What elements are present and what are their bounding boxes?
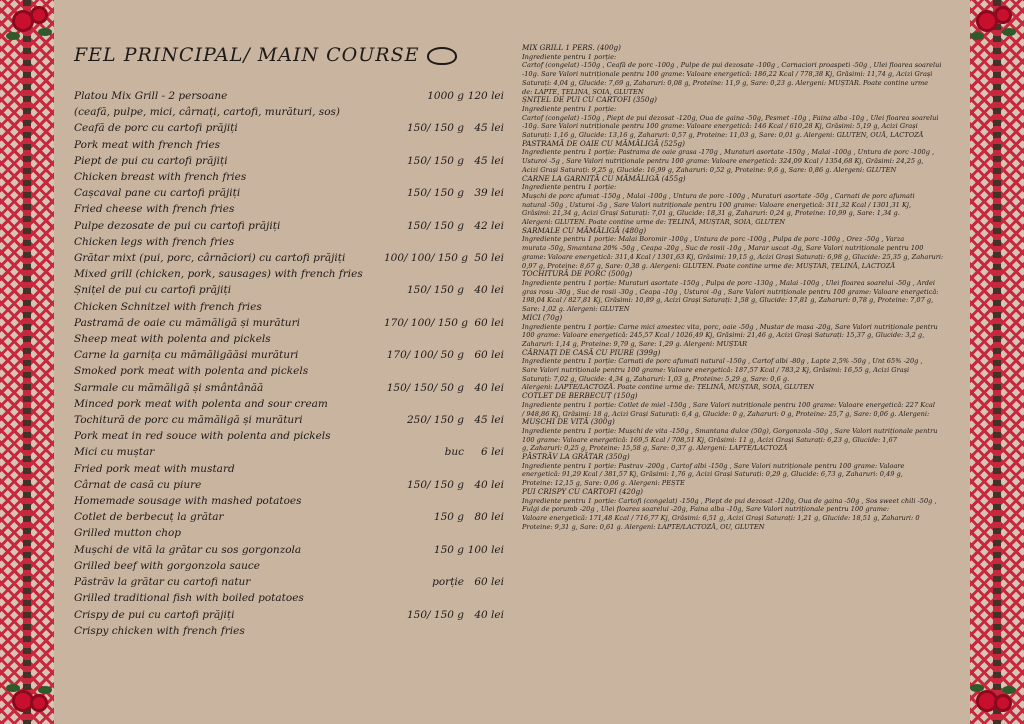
dish-weight: 100/ 100/ 150 g <box>384 252 468 265</box>
detail-line: Ingrediente pentru 1 porție: Malai Boromir -100g , Untura de porc -100g , Pulpa de porc -100g , Orez -50g , Varza <box>522 235 905 244</box>
detail-line: Ingrediente pentru 1 porție: Muraturi asortate -150g , Pulpa de porc -130g , Malai -100g , Ulei floarea soarelui -50g , Ardei <box>522 278 935 287</box>
detail-line: Ingrediente pentru 1 porție: Mușchi de vita -150g , Smantana dulce (50g), Gorgonzola -50g , Sare Valori nutriționale pentru <box>522 426 938 435</box>
dish-price: 45 lei <box>474 122 504 135</box>
dish-price: 60 lei <box>474 576 504 589</box>
menu-list <box>74 44 504 639</box>
dish-price: 40 lei <box>474 478 504 491</box>
rose-ornament-icon <box>968 2 1020 48</box>
dish-weight: 150/ 150 g <box>406 608 464 621</box>
detail-line: Cartof (congelat) -150g , Piept de pui dezosat -120g, Oua de gaina -50g, Pesmet -10g , Faina alba -10g , Ulei floarea soarelui <box>522 113 939 122</box>
dish-name-en: Smoked pork meat with polenta and pickels <box>74 365 309 378</box>
dish-name-ro: Cârnat de casă cu piure <box>74 478 202 491</box>
detail-line: -10g. Sare Valori nutriționale pentru 100 grame: Valoare energetică: 146 Kcal / 610,28 Kj, Grăsimi: 5,19 g, Acizi Grași <box>522 122 918 131</box>
detail-line: Proteine: 9,31 g, Sare: 0,61 g. Alergeni: LAPTE/LACTOZĂ, OU, GLUTEN <box>522 522 765 531</box>
detail-line: Alergeni: LAPTE/LACTOZĂ. Poate contine urme de: ȚELINĂ, MUȘTAR, SOIA, GLUTEN <box>522 383 814 392</box>
detail-title: TOCHITURĂ DE PORC (500g) <box>522 269 633 279</box>
dish-name-ro: Mici cu muștar <box>74 446 155 459</box>
dish-name-ro: Păstrăv la grătar cu cartofi natur <box>74 576 251 589</box>
detail-title: PASTRAMĂ DE OAIE CU MĂMĂLIGĂ (525g) <box>522 138 685 148</box>
dish-weight: buc <box>444 446 464 459</box>
detail-line: Ingrediente pentru 1 porție: Cartofi (congelat) -150g , Piept de pui dezosat -120g, Oua de gaina -50g , Sos sweet chili -50g , <box>522 496 937 505</box>
detail-line: Sare: 1,02 g. Alergeni: GLUTEN <box>522 305 630 314</box>
detail-line: Ingrediente pentru 1 porție: Carnati de porc afumati natural -150g , Cartof albi -80g , Lapte 2,5% -50g , Unt 65% -20g , <box>522 357 923 366</box>
menu-item <box>74 218 504 250</box>
detail-line: Saturați: 4,04 g, Glucide: 7,69 g, Zaharuri: 0,08 g, Proteine: 11,9 g, Sare: 0,23 g. Alergeni: MUȘTAR. Poate contine urme <box>522 78 929 87</box>
dish-price: 100 lei <box>467 543 504 556</box>
rose-ornament-icon <box>968 676 1020 722</box>
dish-weight: 150/ 150 g <box>406 478 464 491</box>
detail-line: Saturați: 1,16 g, Glucide: 13,16 g, Zaharuri: 0,57 g, Proteine: 11,03 g, Sare: 0,01 g. Alergeni: GLUTEN, OUĂ, LACTOZĂ <box>522 131 924 140</box>
nutrition-details <box>522 44 962 531</box>
dish-name-en: Chicken legs with french fries <box>74 235 235 248</box>
plate-icon <box>427 47 457 65</box>
detail-title: PUI CRISPY CU CARTOFI (420g) <box>522 486 643 496</box>
dish-name-ro: Pulpe dezosate de pui cu cartofi prăjiți <box>74 219 281 232</box>
detail-line: Proteine: 12,15 g, Sare: 0,06 g. Alergeni: PEȘTE <box>522 479 685 488</box>
dish-price: 60 lei <box>474 316 504 329</box>
dish-weight: 150/ 150/ 50 g <box>386 381 464 394</box>
detail-line: 100 grame: Valoare energetică: 245,57 Kcal / 1026,49 Kj, Grăsimi: 21,46 g, Acizi Grași Saturați: 15,37 g, Glucide: 3,2 g, <box>522 331 925 340</box>
folk-border-right <box>970 0 1024 724</box>
detail-line: Fulgi de porumb -20g , Ulei floarea soarelui -20g, Faina alba -10g, Sare Valori nutriționale pentru 100 grame: <box>522 505 890 514</box>
detail-title: ȘNIȚEL DE PUI CU CARTOFI (350g) <box>522 95 657 105</box>
dish-price: 120 lei <box>467 90 504 102</box>
menu-item <box>74 477 504 509</box>
detail-title: PĂSTRĂV LA GRĂTAR (350g) <box>522 452 630 462</box>
rose-ornament-icon <box>4 676 56 722</box>
detail-title: MICI (70g) <box>522 312 563 322</box>
dish-weight: 170/ 100/ 50 g <box>386 349 464 362</box>
menu-item <box>74 185 504 217</box>
menu-item <box>74 607 504 639</box>
menu-item <box>74 542 504 574</box>
detail-line: Zaharuri: 1,14 g, Proteine: 9,79 g, Sare: 1,29 g. Alergeni: MUȘTAR <box>522 339 748 348</box>
detail-line: de: LAPTE, ȚELINA, SOIA, GLUTEN <box>522 87 644 96</box>
detail-line: Ingrediente pentru 1 porție: Pastrav -200g , Cartof albi -150g , Sare Valori nutriționale pentru 100 grame: Valoare <box>522 461 905 470</box>
menu-item <box>74 88 504 120</box>
dish-weight: 150/ 150 g <box>406 187 464 200</box>
rose-ornament-icon <box>4 2 56 48</box>
detail-line: -10g. Sare Valori nutriționale pentru 100 grame: Valoare energetică: 186,22 Kcal / 778,38 Kj, Grăsimi: 11,74 g, Acizi Grași <box>522 70 933 79</box>
detail-line: Usturoi -5g , Sare Valori nutriționale pentru 100 grame: Valoare energetică: 324,09 Kcal / 1354,68 Kj, Grăsimi: 24,25 g, <box>522 157 924 166</box>
dish-name-en: Fried pork meat with mustard <box>74 462 235 475</box>
dish-price: 42 lei <box>474 219 504 232</box>
dish-name-en: Chicken breast with french fries <box>74 171 247 184</box>
menu-item <box>74 509 504 541</box>
detail-line: murata -50g, Smantana 20% -50g , Ceapa -20g , Suc de rosii -10g , Marar uscat -0g, Sare Valori nutriționale pentru 100 <box>522 244 924 253</box>
detail-line: Alergeni: GLUTEN. Poate contine urme de: ȚELINĂ, MUȘTAR, SOIA, GLUTEN <box>522 218 786 227</box>
detail-line: Ingrediente pentru 1 porție: <box>522 52 617 61</box>
dish-price: 39 lei <box>474 187 504 200</box>
detail-line: 198,04 Kcal / 827,81 Kj, Grăsimi: 10,89 g, Acizi Grași Saturați: 1,58 g, Glucide: 17,81 g, Zaharuri: 0,78 g, Proteine: 7,07 g, <box>522 296 934 305</box>
detail-title: COTLET DE BERBECUȚ (150g) <box>522 391 638 401</box>
dish-name-en: Crispy chicken with french fries <box>74 624 245 637</box>
dish-name-ro: Cașcaval pane cu cartofi prăjiți <box>74 187 241 200</box>
menu-item <box>74 574 504 606</box>
dish-name-ro: Piept de pui cu cartofi prăjiți <box>74 154 228 167</box>
dish-price: 40 lei <box>474 381 504 394</box>
detail-line: 100 grame: Valoare energetică: 169,5 Kcal / 708,51 Kj, Grăsimi: 11 g, Acizi Grași Saturați: 6,23 g, Glucide: 1,67 <box>522 435 897 444</box>
detail-line: Mușchi de porc afumat -150g , Malai -100g , Untura de porc -100g , Muraturi asortate -50g , Carnati de porc afumati <box>522 191 915 200</box>
dish-name-ro: Grătar mixt (pui, porc, cârnăciori) cu cartofi prăjiți <box>74 252 346 265</box>
detail-line: natural -50g , Usturoi -5g , Sare Valori nutriționale pentru 100 grame: Valoare energetică: 311,32 Kcal / 1301,31 Kj, <box>522 200 912 209</box>
dish-name-en: Grilled traditional fish with boiled potatoes <box>74 592 304 605</box>
menu-item <box>74 380 504 412</box>
dish-name-ro: Cotlet de berbecuț la grătar <box>74 511 224 524</box>
detail-line: Acizi Grași Saturați: 9,25 g, Glucide: 16,99 g, Zaharuri: 0,52 g, Proteine: 9,6 g, Sare: 0,86 g. Alergeni: GLUTEN <box>522 165 897 174</box>
detail-line: / 948,86 Kj, Grăsimi: 18 g, Acizi Grași Saturați: 6,4 g, Glucide: 0 g, Zaharuri: 0 g, Proteine: 25,7 g, Sare: 0,06 g. Alergeni: <box>522 409 930 418</box>
detail-line: Sare Valori nutriționale pentru 100 grame: Valoare energetică: 187,57 Kcal / 783,2 Kj, Grăsimi: 16,55 g, Acizi Grași <box>522 366 910 375</box>
detail-line: Grăsimi: 21,34 g, Acizi Grași Saturați: 7,01 g, Glucide: 18,31 g, Zaharuri: 0,24 g, Proteine: 10,99 g, Sare: 1,34 g. <box>522 209 900 218</box>
detail-line: Ingrediente pentru 1 porție: Carne mici amestec vita, porc, oaie -50g , Mustar de masa -20g, Sare Valori nutriționale pentru <box>522 322 938 331</box>
menu-item <box>74 412 504 444</box>
menu-item <box>74 347 504 379</box>
dish-weight: 150/ 150 g <box>406 122 464 135</box>
menu-item <box>74 153 504 185</box>
dish-price: 40 lei <box>474 284 504 297</box>
detail-line: Ingrediente pentru 1 porție: <box>522 183 617 192</box>
detail-line: g, Zaharuri: 0,25 g, Proteine: 15,58 g, Sare: 0,37 g. Alergeni: LAPTE/LACTOZĂ <box>522 444 788 453</box>
dish-name-en: Mixed grill (chicken, pork, sausages) with french fries <box>74 268 363 281</box>
dish-name-en: Pork meat in red souce with polenta and pickels <box>74 430 331 443</box>
dish-price: 80 lei <box>474 511 504 524</box>
dish-weight: 170/ 100/ 150 g <box>384 316 468 329</box>
dish-price: 50 lei <box>474 252 504 265</box>
dish-name-ro: Carne la garnița cu mămăligăăsi murături <box>74 349 299 362</box>
dish-name-ro: Sarmale cu mămăligă și smântânăă <box>74 381 264 394</box>
menu-item <box>74 315 504 347</box>
detail-line: Cartof (congelat) -150g , Ceafă de porc -100g , Pulpe de pui dezosate -100g , Carnaciori proaspeti -50g , Ulei floarea soarelui <box>522 61 942 70</box>
dish-name-en: Sheep meat with polenta and pickels <box>74 333 271 346</box>
dish-name-ro: Crispy de pui cu cartofi prăjiți <box>74 608 235 621</box>
dish-weight: 150 g <box>433 543 464 556</box>
dish-weight: 250/ 150 g <box>406 414 464 427</box>
dish-name-en: Fried cheese with french fries <box>74 203 235 216</box>
menu-items <box>74 88 504 639</box>
dish-price: 45 lei <box>474 154 504 167</box>
dish-name-ro: Platou Mix Grill - 2 persoane <box>74 90 228 102</box>
dish-name-ro: Tochitură de porc cu mămăligă și murături <box>74 414 303 427</box>
dish-price: 6 lei <box>481 446 504 459</box>
dish-name-en: Minced pork meat with polenta and sour cream <box>74 397 328 410</box>
detail-line: Ingrediente pentru 1 porție: <box>522 104 617 113</box>
menu-item <box>74 250 504 282</box>
detail-line: gras rosu -30g , Suc de rosii -30g , Ceapa -10g , Usturoi -0g , Sare Valori nutriționale pentru 100 grame: Valoare energetică: <box>522 287 939 296</box>
detail-title: CARNE LA GARNIȚĂ CU MĂMĂLIGĂ (455g) <box>522 173 686 183</box>
dish-name-ro: Mușchi de vită la grătar cu sos gorgonzola <box>74 543 302 556</box>
dish-weight: 150/ 150 g <box>406 219 464 232</box>
dish-price: 60 lei <box>474 349 504 362</box>
dish-name-ro: Pastramă de oaie cu mămăligă și murături <box>74 316 300 329</box>
page-title <box>74 44 504 70</box>
dish-price: 40 lei <box>474 608 504 621</box>
dish-name-en: Grilled mutton chop <box>74 527 182 540</box>
detail-line: Saturați: 7,02 g, Glucide: 4,34 g, Zaharuri: 1,03 g, Proteine: 5,29 g, Sare: 0,6 g. <box>522 374 790 383</box>
detail-title: MIX GRILL 1 PERS. (400g) <box>522 43 621 52</box>
detail-title: CÂRNAȚI DE CASĂ CU PIURE (399g) <box>522 347 661 357</box>
dish-name-en: Homemade sousage with mashed potatoes <box>74 495 302 508</box>
detail-line: Valoare energetică: 171,48 Kcal / 716,77 Kj, Grăsimi: 6,51 g, Acizi Grași Saturați: 1,21 g, Glucide: 18,51 g, Zaharuri: 0 <box>522 513 920 522</box>
detail-line: Ingrediente pentru 1 porție: Cotlet de miel -150g , Sare Valori nutriționale pentru 100 grame: Valoare energetică: 227 Kcal <box>522 400 935 409</box>
dish-name-en: Chicken Schnitzel with french fries <box>74 300 262 313</box>
dish-name-ro: Ceafă de porc cu cartofi prăjiți <box>74 122 238 135</box>
detail-line: grame: Valoare energetică: 311,4 Kcal / 1301,63 Kj, Grăsimi: 19,15 g, Acizi Grași Saturați: 6,98 g, Glucide: 25,35 g, Zaharuri: <box>522 252 944 261</box>
dish-name-en: Grilled beef with gorgonzola sauce <box>74 559 260 572</box>
menu-item <box>74 120 504 152</box>
section-title: FEL PRINCIPAL/ MAIN COURSE <box>74 44 420 66</box>
detail-title: MUȘCHI DE VITĂ (300g) <box>522 417 615 427</box>
detail-line: energetică: 91,29 Kcal / 381,57 Kj, Grăsimi: 1,76 g, Acizi Grași Saturați: 0,29 g, Glucide: 6,73 g, Zaharuri: 0,49 g, <box>522 470 903 479</box>
dish-weight: 150 g <box>433 511 464 524</box>
dish-name-en: (ceafă, pulpe, mici, cârnați, cartofi, murături, sos) <box>74 106 340 119</box>
detail-line: 0,97 g, Proteine: 8,67 g, Sare: 0,38 g. Alergeni: GLUTEN. Poate contine urme de: MUȘTAR, ȚELINĂ, LACTOZĂ <box>522 261 896 270</box>
menu-item <box>74 282 504 314</box>
dish-weight: 1000 g <box>427 90 464 102</box>
dish-weight: 150/ 150 g <box>406 284 464 297</box>
detail-title: SARMALE CU MĂMĂLIGĂ (480g) <box>522 225 647 235</box>
dish-weight: 150/ 150 g <box>406 154 464 167</box>
detail-line: Ingrediente pentru 1 porție: Pastrama de oaie grasa -170g , Muraturi asortate -150g , Malai -100g , Untura de porc -100g , <box>522 148 935 157</box>
dish-weight: porție <box>432 576 464 589</box>
menu-item <box>74 444 504 476</box>
dish-name-ro: Șnițel de pui cu cartofi prăjiți <box>74 284 232 297</box>
dish-price: 45 lei <box>474 414 504 427</box>
folk-border-left <box>0 0 54 724</box>
dish-name-en: Pork meat with french fries <box>74 138 221 151</box>
